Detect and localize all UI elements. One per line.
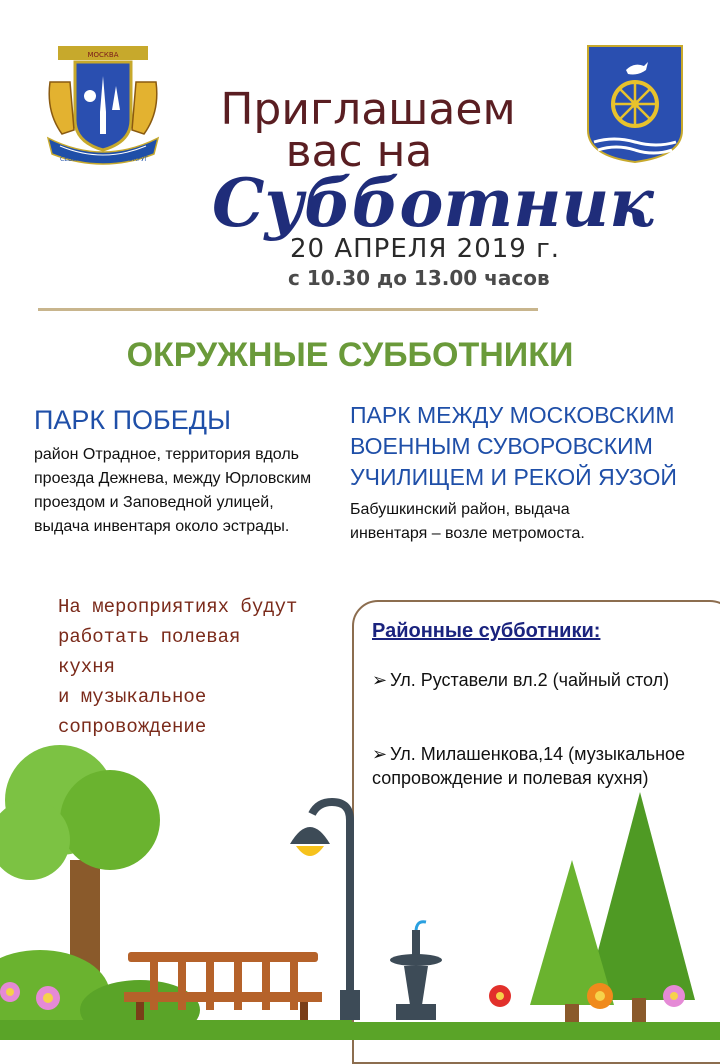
arrow-bullet-icon: ➢ (372, 670, 388, 690)
note-line: и музыкальное (58, 686, 207, 708)
park-2-text: Бабушкинский район, выдача инвентаря – возле метромоста. (350, 501, 585, 542)
section-title: ОКРУЖНЫЕ СУББОТНИКИ (126, 336, 574, 374)
title-script: Субботник (212, 164, 654, 242)
note-line: сопровождение (58, 716, 207, 738)
street-lamp-icon (290, 802, 360, 1020)
park-1-title: ПАРК ПОБЕДЫ (34, 405, 231, 435)
park-1-text: район Отрадное, территория вдоль проезда Дежнева, между Юрловским проездом и Заповедной улицей, выдача инвентаря около эстрады. (34, 446, 312, 535)
note-line: На мероприятиях будут (58, 596, 298, 618)
emblem-top-text: МОСКВА (87, 51, 119, 59)
event-time: с 10.30 до 13.00 часов (288, 266, 550, 290)
emblem-bottom-text: СЕВЕРО-ВОСТОЧНЫЙ ОКРУГ (60, 156, 149, 163)
header-divider (38, 308, 538, 311)
district-title: Районные субботники: (372, 620, 601, 642)
activities-note (58, 592, 358, 742)
title-line-1: Приглашаем (220, 84, 516, 135)
district-coat-of-arms-icon (40, 42, 166, 170)
title-line-2: вас на (285, 126, 433, 177)
flower-icon (0, 982, 20, 1002)
park-foreground (280, 790, 720, 1040)
note-line: работать полевая (58, 626, 241, 648)
park-2-title: ПАРК МЕЖДУ МОСКОВСКИМ ВОЕННЫМ СУВОРОВСКИМ УЧИЛИЩЕМ И РЕКОЙ ЯУЗОЙ (350, 402, 677, 490)
note-line: кухня (58, 656, 116, 678)
flower-icon (489, 985, 511, 1007)
flower-icon (36, 986, 60, 1010)
flower-icon (663, 985, 685, 1007)
municipal-shield-icon (586, 44, 684, 164)
district-item: ➢ Ул. Руставели вл.2 (чайный стол) (372, 670, 670, 690)
arrow-bullet-icon: ➢ (372, 744, 388, 764)
district-item: ➢ Ул. Милашенкова,14 (музыкальное сопровождение и полевая кухня) (372, 744, 686, 788)
drinking-fountain-icon (390, 922, 442, 1020)
event-date: 20 АПРЕЛЯ 2019 г. (290, 234, 561, 264)
flower-icon (587, 983, 613, 1009)
